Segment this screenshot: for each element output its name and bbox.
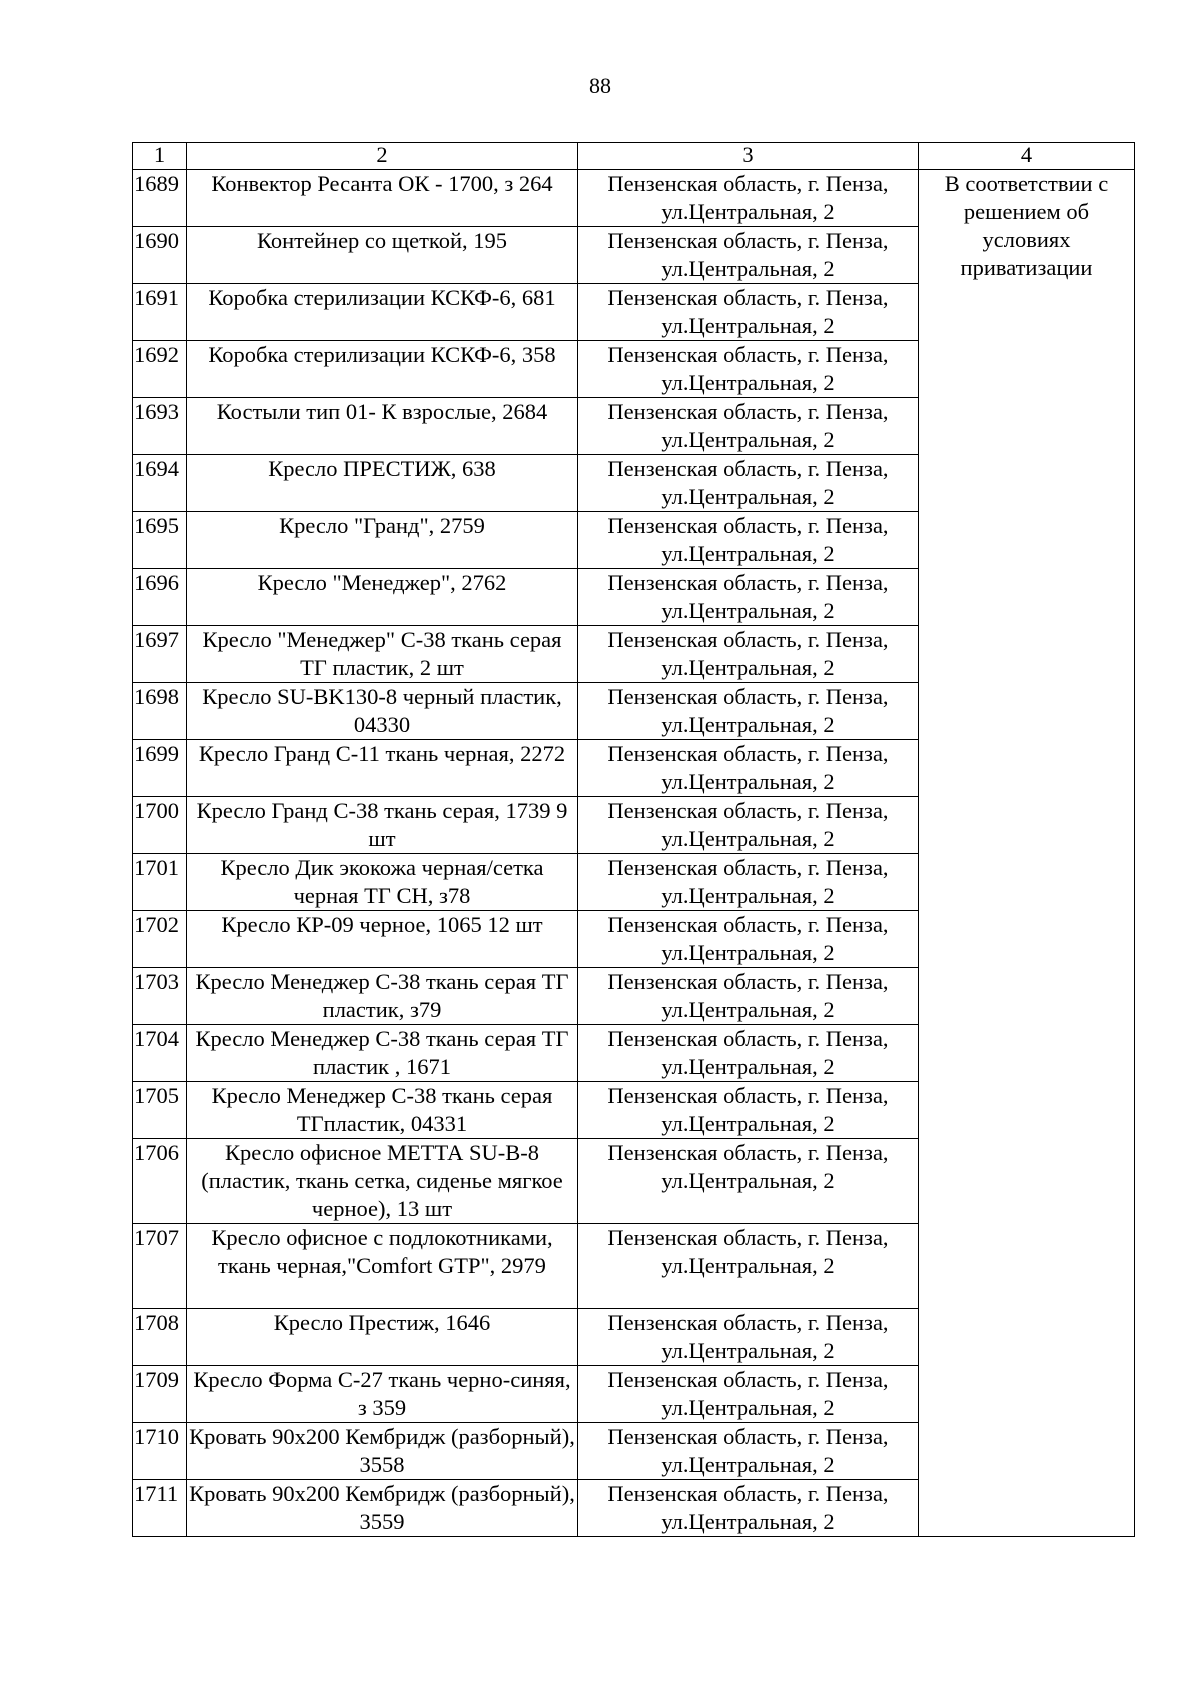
item-address: Пензенская область, г. Пенза, ул.Центральная, 2	[578, 1082, 919, 1139]
item-address: Пензенская область, г. Пенза, ул.Центральная, 2	[578, 1423, 919, 1480]
column-header-1: 1	[133, 143, 187, 170]
row-number: 1701	[133, 854, 187, 911]
item-address: Пензенская область, г. Пенза, ул.Центральная, 2	[578, 512, 919, 569]
item-address: Пензенская область, г. Пенза, ул.Центральная, 2	[578, 1025, 919, 1082]
item-address: Пензенская область, г. Пенза, ул.Центральная, 2	[578, 626, 919, 683]
item-name: Кресло "Менеджер" С-38 ткань серая ТГ пластик, 2 шт	[187, 626, 578, 683]
row-number: 1705	[133, 1082, 187, 1139]
row-number: 1697	[133, 626, 187, 683]
item-address: Пензенская область, г. Пенза, ул.Центральная, 2	[578, 455, 919, 512]
item-address: Пензенская область, г. Пенза, ул.Центральная, 2	[578, 968, 919, 1025]
row-number: 1708	[133, 1309, 187, 1366]
item-name: Кресло Менеджер С-38 ткань серая ТГ пластик , 1671	[187, 1025, 578, 1082]
item-address: Пензенская область, г. Пенза, ул.Центральная, 2	[578, 1224, 919, 1309]
item-address: Пензенская область, г. Пенза, ул.Центральная, 2	[578, 854, 919, 911]
item-name: Костыли тип 01- К взрослые, 2684	[187, 398, 578, 455]
page-number: 88	[589, 73, 611, 98]
row-number: 1698	[133, 683, 187, 740]
row-number: 1694	[133, 455, 187, 512]
item-name: Кровать 90х200 Кембридж (разборный), 3559	[187, 1480, 578, 1537]
item-name: Коробка стерилизации КСКФ-6, 358	[187, 341, 578, 398]
item-address: Пензенская область, г. Пенза, ул.Центральная, 2	[578, 398, 919, 455]
property-table	[132, 142, 1135, 1537]
row-number: 1691	[133, 284, 187, 341]
row-number: 1702	[133, 911, 187, 968]
item-name: Кресло Менеджер С-38 ткань серая ТГ пластик, з79	[187, 968, 578, 1025]
item-address: Пензенская область, г. Пенза, ул.Центральная, 2	[578, 170, 919, 227]
item-name: Кресло Форма С-27 ткань черно-синяя, з 359	[187, 1366, 578, 1423]
row-number: 1711	[133, 1480, 187, 1537]
row-number: 1704	[133, 1025, 187, 1082]
item-name: Кресло SU-BK130-8 черный пластик, 04330	[187, 683, 578, 740]
item-name: Кресло Менеджер С-38 ткань серая ТГпластик, 04331	[187, 1082, 578, 1139]
row-number: 1695	[133, 512, 187, 569]
item-address: Пензенская область, г. Пенза, ул.Центральная, 2	[578, 341, 919, 398]
row-number: 1696	[133, 569, 187, 626]
column-header-4: 4	[919, 143, 1135, 170]
item-name: Кресло Дик экокожа черная/сетка черная ТГ СН, з78	[187, 854, 578, 911]
row-number: 1710	[133, 1423, 187, 1480]
item-address: Пензенская область, г. Пенза, ул.Центральная, 2	[578, 284, 919, 341]
item-name: Кресло офисное МЕТТА SU-B-8 (пластик, ткань сетка, сиденье мягкое черное), 13 шт	[187, 1139, 578, 1224]
table-header-row	[133, 143, 1135, 170]
row-number: 1689	[133, 170, 187, 227]
row-number: 1707	[133, 1224, 187, 1309]
item-name: Кресло Гранд С-11 ткань черная, 2272	[187, 740, 578, 797]
item-name: Контейнер со щеткой, 195	[187, 227, 578, 284]
column-header-3: 3	[578, 143, 919, 170]
item-address: Пензенская область, г. Пенза, ул.Центральная, 2	[578, 911, 919, 968]
item-address: Пензенская область, г. Пенза, ул.Центральная, 2	[578, 1139, 919, 1224]
row-number: 1709	[133, 1366, 187, 1423]
column-header-2: 2	[187, 143, 578, 170]
item-address: Пензенская область, г. Пенза, ул.Центральная, 2	[578, 569, 919, 626]
item-address: Пензенская область, г. Пенза, ул.Центральная, 2	[578, 227, 919, 284]
item-name: Конвектор Ресанта ОК - 1700, з 264	[187, 170, 578, 227]
item-name: Кресло Престиж, 1646	[187, 1309, 578, 1366]
item-name: Кресло "Гранд", 2759	[187, 512, 578, 569]
row-number: 1706	[133, 1139, 187, 1224]
item-address: Пензенская область, г. Пенза, ул.Центральная, 2	[578, 1366, 919, 1423]
row-number: 1699	[133, 740, 187, 797]
item-name: Коробка стерилизации КСКФ-6, 681	[187, 284, 578, 341]
table-row	[133, 170, 1135, 227]
row-number: 1700	[133, 797, 187, 854]
item-address: Пензенская область, г. Пенза, ул.Центральная, 2	[578, 1309, 919, 1366]
privatization-note: В соответствии с решением об условиях приватизации	[919, 170, 1135, 1537]
item-name: Кресло "Менеджер", 2762	[187, 569, 578, 626]
item-name: Кресло ПРЕСТИЖ, 638	[187, 455, 578, 512]
item-address: Пензенская область, г. Пенза, ул.Центральная, 2	[578, 740, 919, 797]
row-number: 1690	[133, 227, 187, 284]
item-name: Кресло офисное с подлокотниками, ткань черная,"Comfort GTP", 2979	[187, 1224, 578, 1309]
item-name: Кресло Гранд С-38 ткань серая, 1739 9 шт	[187, 797, 578, 854]
row-number: 1692	[133, 341, 187, 398]
row-number: 1693	[133, 398, 187, 455]
item-address: Пензенская область, г. Пенза, ул.Центральная, 2	[578, 1480, 919, 1537]
item-name: Кровать 90х200 Кембридж (разборный), 3558	[187, 1423, 578, 1480]
item-name: Кресло КР-09 черное, 1065 12 шт	[187, 911, 578, 968]
row-number: 1703	[133, 968, 187, 1025]
item-address: Пензенская область, г. Пенза, ул.Центральная, 2	[578, 683, 919, 740]
item-address: Пензенская область, г. Пенза, ул.Центральная, 2	[578, 797, 919, 854]
